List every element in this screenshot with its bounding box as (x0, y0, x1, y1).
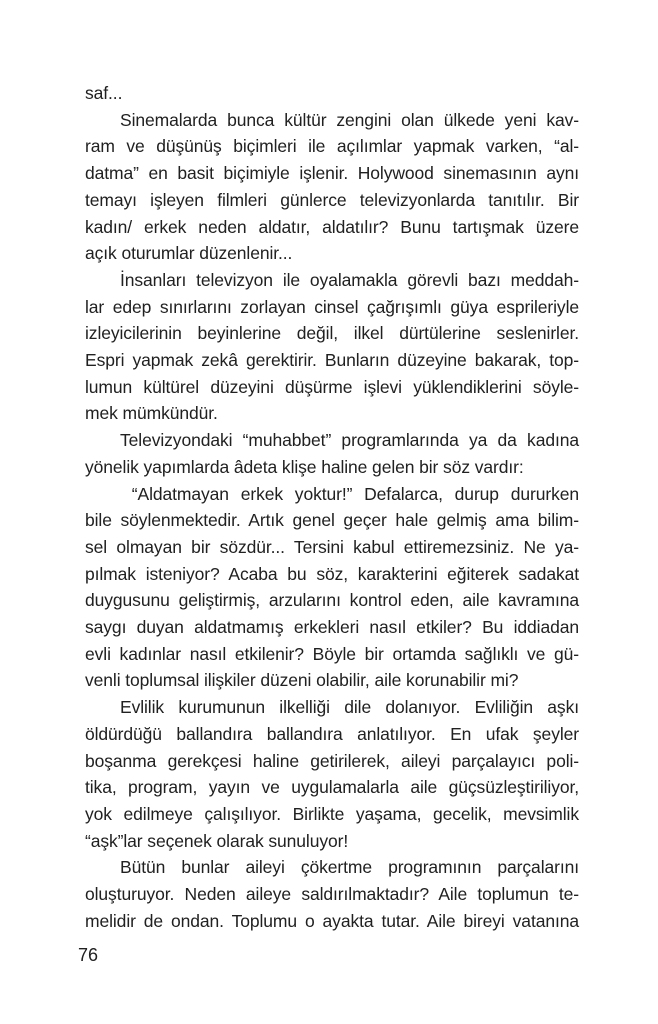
text-line: bile söylenmektedir. Artık genel geçer hale gelmiş ama bilim- (85, 510, 579, 531)
paragraph (85, 694, 579, 854)
text-line: öldürdüğü ballandıra ballandıra anlatılıyor. En ufak şeyler (85, 723, 579, 744)
text-line: izleyicilerinin beyinlerine değil, ilkel dürtülerine seslenirler. (85, 323, 579, 344)
paragraph (85, 854, 579, 934)
text-line: ram ve düşünüş biçimleri ile açılımlar yapmak varken, “al- (85, 136, 579, 157)
text-line: saygı duyan aldatmamış erkekleri nasıl etkiler? Bu iddiadan (85, 617, 579, 638)
text-line: Bütün bunlar aileyi çökertme programının parçalarını (120, 857, 579, 878)
page-number: 76 (78, 945, 99, 965)
text-line: boşanma gerekçesi haline getirilerek, aileyi parçalayıcı poli- (85, 750, 579, 771)
text-line: kadın/ erkek neden aldatır, aldatılır? Bunu tartışmak üzere (85, 216, 579, 237)
paragraph (85, 107, 579, 267)
text-line: “aşk”lar seçenek olarak sunuluyor! (85, 830, 349, 851)
text-line: sel olmayan bir sözdür... Tersini kabul ettiremezsiniz. Ne ya- (85, 536, 579, 557)
text-line: “Aldatmayan erkek yoktur!” Defalarca, durup dururken (120, 483, 579, 504)
text-line: duygusunu geliştirmiş, arzularını kontrol eden, aile kavramına (85, 590, 579, 611)
text-line: tika, program, yayın ve uygulamalarla aile güçsüzleştiriliyor, (85, 777, 579, 798)
text-line: yönelik yapımlarda âdeta klişe haline gelen bir söz vardır: (85, 456, 524, 477)
text-line: lumun kültürel düzeyini düşürme işlevi yüklendiklerini söyle- (85, 376, 579, 397)
text-line: venli toplumsal ilişkiler düzeni olabilir, aile korunabilir mi? (85, 670, 519, 691)
text-line: Televizyondaki “muhabbet” programlarında ya da kadına (120, 430, 579, 451)
text-line: saf... (85, 83, 123, 103)
text-line: Evlilik kurumunun ilkelliği dile dolanıyor. Evliliğin aşkı (120, 697, 579, 718)
text-line: lar edep sınırlarını zorlayan cinsel çağrışımlı güya esprileriyle (85, 296, 579, 317)
text-line: yok edilmeye çalışılıyor. Birlikte yaşama, gecelik, mevsimlik (85, 803, 579, 824)
text-line: mek mümkündür. (85, 403, 218, 424)
paragraph (85, 80, 579, 107)
paragraph (85, 267, 579, 427)
text-line: temayı işleyen filmleri günlerce televizyonlarda tanıtılır. Bir (85, 189, 579, 210)
text-line: melidir de ondan. Toplumu o ayakta tutar. Aile bireyi vatanına (85, 910, 579, 931)
paragraph (85, 481, 579, 695)
text-line: oluşturuyor. Neden aileye saldırılmaktadır? Aile toplumun te- (85, 884, 579, 905)
text-line: Espri yapmak zekâ gerektirir. Bunların düzeyine bakarak, top- (85, 350, 579, 371)
body-text-block (85, 80, 579, 935)
text-line: datma” en basit biçimiyle işlenir. Holywood sinemasının aynı (85, 163, 579, 184)
text-line: Sinemalarda bunca kültür zengini olan ülkede yeni kav- (120, 109, 579, 130)
text-line: pılmak isteniyor? Acaba bu söz, karakterini eğiterek sadakat (85, 563, 579, 584)
text-line: açık oturumlar düzenlenir... (85, 243, 293, 264)
text-line: İnsanları televizyon ile oyalamakla görevli bazı meddah- (120, 269, 579, 290)
text-line: evli kadınlar nasıl etkilenir? Böyle bir ortamda sağlıklı ve gü- (85, 643, 579, 664)
paragraph (85, 427, 579, 480)
